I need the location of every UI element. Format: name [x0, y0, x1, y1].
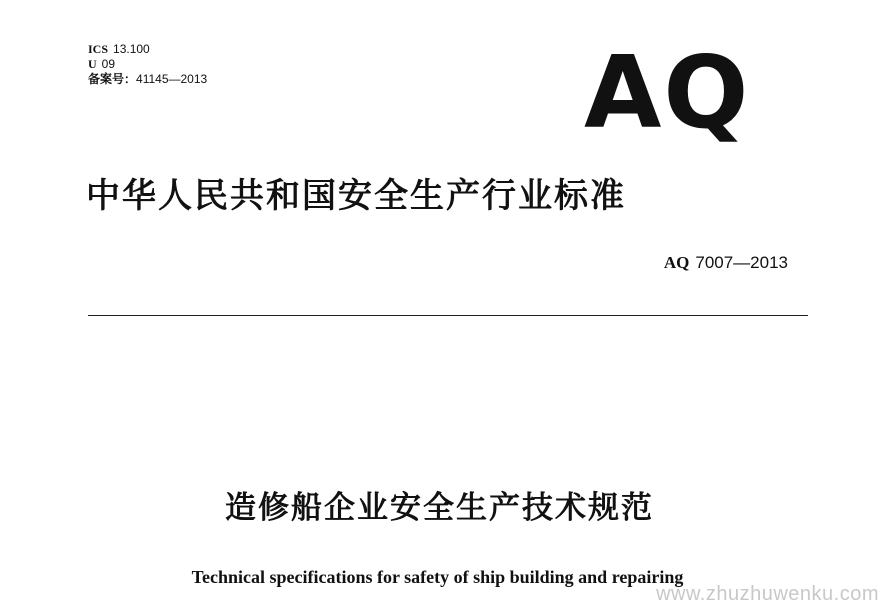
document-title-en: Technical specifications for safety of ship building and repairing	[191, 567, 684, 587]
standard-code	[664, 252, 788, 274]
standard-code-prefix: AQ	[663, 253, 690, 272]
standard-code-number: 7007—2013	[695, 253, 788, 272]
classification-block	[88, 42, 207, 87]
site-watermark: www.zhuzhuwenku.com	[656, 583, 879, 605]
class-value: 09	[101, 57, 116, 71]
document-title-cn: 造修船企业安全生产技术规范	[225, 490, 654, 526]
filing-row	[88, 72, 207, 87]
filing-label: 备案号：	[88, 72, 137, 86]
ics-label: ICS	[88, 42, 109, 56]
aq-logo: AQ	[584, 34, 751, 151]
filing-value: 41145—2013	[136, 72, 208, 86]
class-label: U	[88, 57, 97, 71]
ics-value: 13.100	[113, 42, 150, 56]
class-row	[88, 57, 207, 72]
standard-category-title: 中华人民共和国安全生产行业标准	[86, 176, 626, 216]
header-divider	[88, 315, 808, 316]
ics-row	[88, 42, 207, 57]
